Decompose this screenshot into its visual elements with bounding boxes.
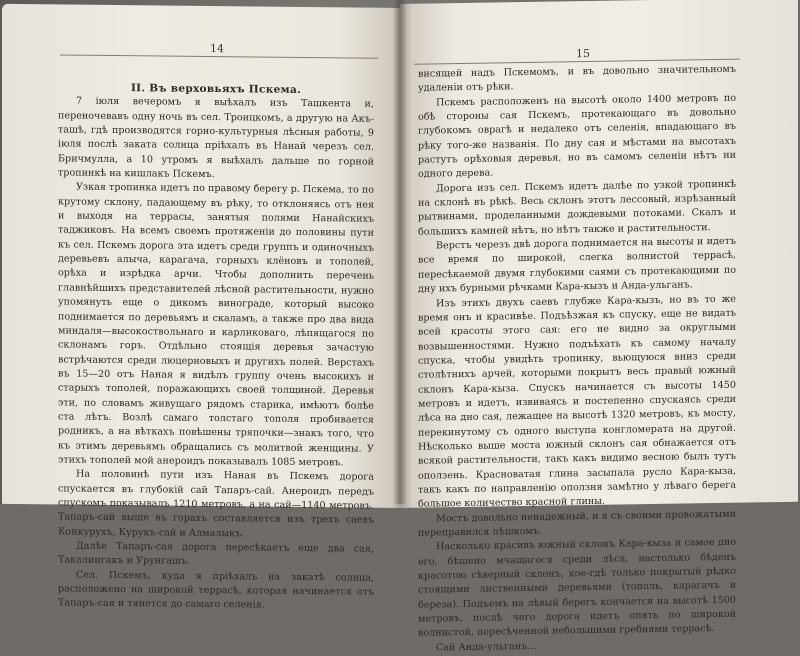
right-page (400, 0, 798, 654)
page-number-left: 14 (210, 42, 224, 56)
paragraph: Насколько красивъ южный склонъ Кара-кыза и самое дно его, бѣшено мчащагося среди лѣса, настолько бѣденъ красотою сѣверный склонъ, кое-гдѣ только покрытый рѣдко стоящими лиственными деревьями (тополь, карагачъ и береза). Подъемъ на лѣвый берегъ кончается на высотѣ 1500 метровъ, послѣ чего дорога идетъ опять по широкой волнистой, пересѣченной небольшими гребнями террасѣ. (418, 537, 736, 640)
paragraph: Верстъ черезъ двѣ дорога поднимается на высоты и идетъ все время по широкой, слегка волнистой террасѣ, пересѣкаемой двумя глубокими саями съ протекающими по дну ихъ бурными рѣчками Кара-кызъ и Анда-ульганъ. (418, 235, 736, 295)
section-heading: II. Въ верховьяхъ Пскема. (130, 82, 302, 96)
paragraph: Дорога изъ сел. Пскемъ идетъ далѣе по узкой тропинкѣ на склонѣ въ рѣкѣ. Весь склонъ этотъ лессовый, изрѣзанный рытвинами, проделанными дождевыми потоками. Скалъ и большихъ камней нѣтъ, но нѣтъ также и растительности. (418, 178, 736, 238)
paragraph: висящей надъ Пскемомъ, и въ довольно значительномъ удаленіи отъ рѣки. (418, 63, 736, 95)
left-page (2, 4, 400, 611)
paragraph: Сай Анда-ульганъ... (436, 640, 537, 654)
paragraph: 7 іюля вечеромъ я выѣхалъ изъ Ташкента и, переночевавъ одну ночь въ сел. Троицкомъ, а другую на Акъ-ташѣ, гдѣ производятся горно-культурныя лѣсныя работы, 9 іюля послѣ заката солнца пріѣхалъ въ Нанай черезъ сел. Бричмулла, а 10 утромъ я выѣхалъ дальше по горной тропинкѣ на кишлакъ Пскемъ. (58, 95, 374, 181)
paragraph: Сел. Пскемъ, куда я пріѣхалъ на закатѣ солнца, расположено на широкой террасѣ, которая начинается отъ Тапаръ-сая и тянется до самаго селенія. (58, 569, 374, 611)
paragraph: Пскемъ расположенъ на высотѣ около 1400 метровъ по обѣ стороны сая Пскемъ, протекающаго въ довольно глубокомъ оврагѣ и недалеко отъ селенія, впадающаго въ рѣку того-же названія. По дну сая и мѣстами на высотахъ растутъ орѣховыя деревья, но въ самомъ селеніи нѣтъ ни одного дерева. (418, 92, 736, 181)
left-page-text (58, 80, 374, 611)
paragraph: Изъ этихъ двухъ саевъ глубже Кара-кызъ, но въ то же время онъ и красивѣе. Подъѣзжая къ спуску, еще не видать всей красоты этого сая: его не видно за округлыми возвышенностями. Нужно подъѣхать къ самому началу спуска, чтобы увидѣть тропинку, вьющуюся вниз среди столѣтнихъ арчей, которыми покрытъ весь правый южный склонъ Кара-кыза. Спускъ начинается съ высоты 1450 метровъ и идетъ, извиваясь и постепенно спускаясь среди лѣса на дно сая, лежащее на высотѣ 1320 метровъ, къ мосту, перекинутому съ одного выступа конгломерата на другой. Нѣсколько выше моста южный склонъ сая обнажается отъ всякой растительности, такъ какъ видимо весною былъ тутъ оползень. Красноватая глина засыпала русло Кара-кыза, такъ какъ по направленію оползня замѣтно у лѣваго берега большое количество красной глины. (418, 293, 736, 511)
right-page-text (418, 63, 736, 654)
book-spread (2, 0, 798, 654)
paragraph: Мостъ довольно ненадежный, и я съ своими провожатыми переправился пѣшкомъ. (418, 508, 736, 539)
paragraph: Узкая тропинка идетъ по правому берегу р. Пскема, то по крутому склону, падающему въ рѣку, то отклоняясь отъ нея и выходя на террасы, занятыя полями Нанайскихъ таджиковъ. На всемъ своемъ протяженіи до половины пути къ сел. Пскемъ дорога эта идетъ среди группъ и одиночныхъ деревьевъ алыча, карагача, горныхъ клёновъ и тополей, орѣха и изрѣдка арчи. Чтобы дополнить перечень главнѣйшихъ представителей лѣсной растительности, нужно упомянуть еще о дикомъ винограде, который высоко поднимается по деревьямъ и скаламъ, а также про два вида миндаля—высокоствольнаго и карликоваго, лѣпящагося по склонамъ горъ. Отдѣльно стоящія деревья зачастую встрѣчаются среди люцерновыхъ и другихъ полей. Верстахъ въ 15—20 отъ Наная я видѣлъ группу очень высокихъ и старыхъ тополей, поражающихъ своей толщиной. Деревья эти, по словамъ живущаго рядомъ старика, имѣютъ болѣе ста лѣтъ. Возлѣ самаго толстаго тополя пробивается родникъ, а на вѣткахъ повѣшены тряпочки—знакъ того, что къ этимъ деревьямъ обращались съ молитвой женщины. У этихъ тополей мой анероидъ показывалъ 1085 метровъ. (58, 182, 374, 469)
page-number-right: 15 (576, 47, 590, 61)
paragraph: Далѣе Тапаръ-сая дорога пересѣкаетъ еще два сая, Такалингакъ и Урунгашъ. (58, 540, 374, 568)
paragraph: На половинѣ пути изъ Наная въ Пскемъ дорога спускается въ глубокій сай Тапаръ-сай. Анероидъ передъ спускомъ показывалъ 1210 метровъ, а на сай—1140 метровъ. Тапаръ-сай выше въ горахъ составляется изъ трехъ саевъ Конкурухъ, Курукъ-сай и Алмалыкъ. (58, 468, 374, 540)
